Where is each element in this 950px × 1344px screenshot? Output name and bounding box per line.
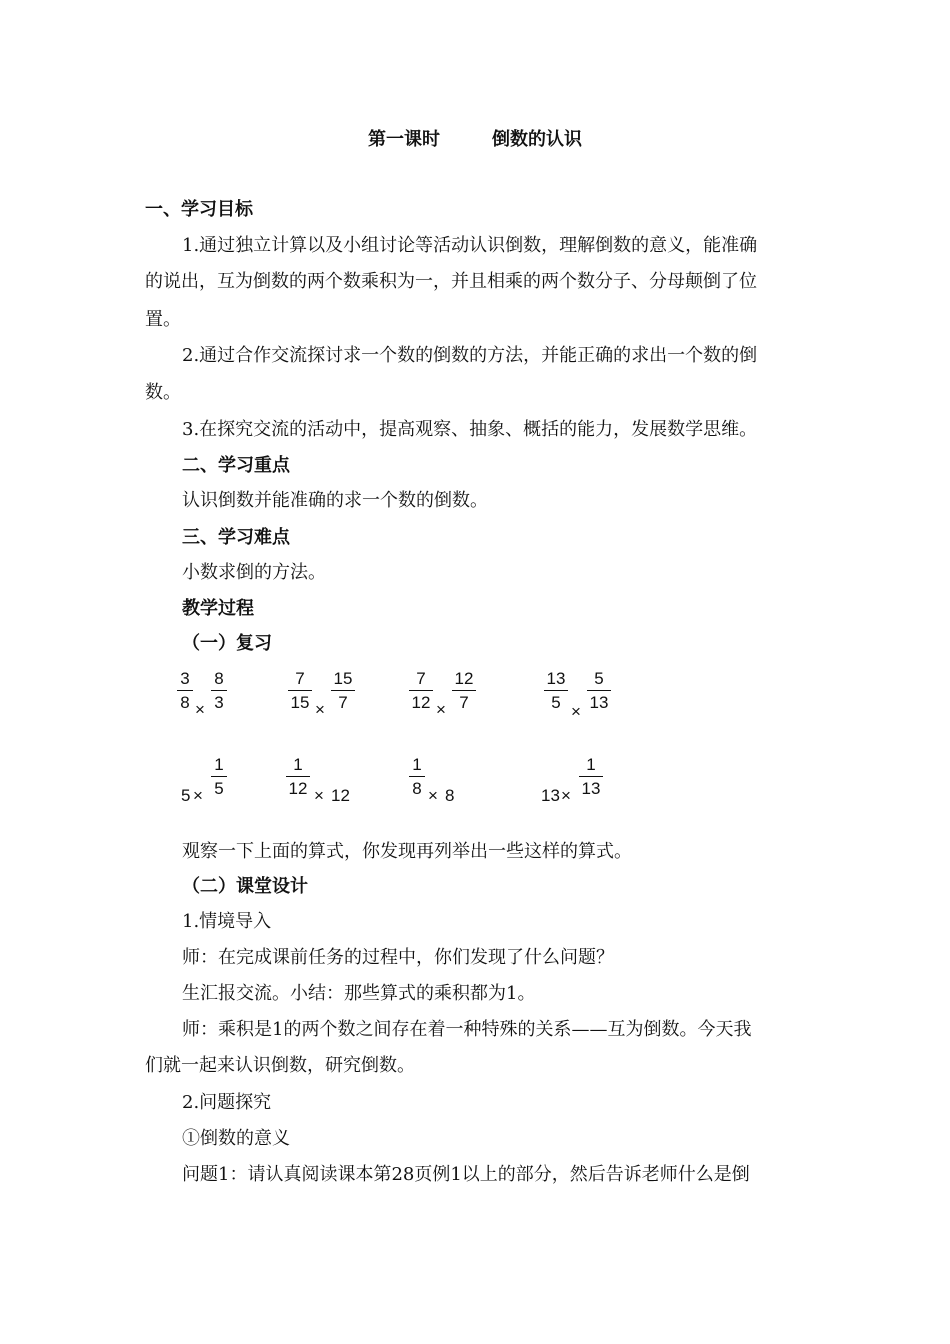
- numerator: 1: [579, 755, 603, 777]
- denominator: 8: [412, 779, 422, 798]
- numerator: 3: [177, 669, 193, 691]
- denominator: 3: [214, 693, 224, 712]
- denominator: 12: [288, 779, 308, 798]
- intro-heading: 1.情境导入: [182, 911, 272, 932]
- fraction: [587, 669, 611, 713]
- fraction: [211, 755, 227, 799]
- times-sign: ×: [193, 786, 203, 805]
- denominator: 5: [214, 779, 224, 798]
- design-heading: （二）课堂设计: [182, 876, 308, 897]
- difficulty-heading: 三、学习难点: [182, 527, 290, 548]
- fraction: [288, 669, 312, 713]
- denominator: 8: [180, 693, 190, 712]
- denominator: 13: [589, 693, 609, 712]
- denominator: 7: [459, 693, 469, 712]
- numerator: 1: [409, 755, 425, 777]
- teacher-line-2: 们就一起来认识倒数，研究倒数。: [145, 1055, 415, 1076]
- denominator: 5: [551, 693, 561, 712]
- numerator: 1: [211, 755, 227, 777]
- explore-heading: 2.问题探究: [182, 1092, 272, 1113]
- objective-1-line-3: 置。: [145, 309, 181, 330]
- numerator: 7: [288, 669, 312, 691]
- whole-number: 13: [541, 786, 560, 805]
- denominator: 7: [338, 693, 348, 712]
- title-topic: 倒数的认识: [492, 129, 582, 150]
- whole-number: 8: [445, 786, 455, 805]
- teacher-line-1: 师：乘积是1的两个数之间存在着一种特殊的关系——互为倒数。今天我: [182, 1019, 752, 1040]
- fraction: [544, 669, 568, 713]
- fraction: [177, 669, 193, 713]
- fraction: [579, 755, 603, 799]
- times-sign: ×: [571, 702, 581, 721]
- numerator: 8: [211, 669, 227, 691]
- fraction: [331, 669, 355, 713]
- fraction: [452, 669, 476, 713]
- review-heading: （一）复习: [182, 633, 272, 654]
- numerator: 15: [331, 669, 355, 691]
- fraction: [286, 755, 310, 799]
- key-heading: 二、学习重点: [182, 455, 290, 476]
- numerator: 1: [286, 755, 310, 777]
- numerator: 13: [544, 669, 568, 691]
- fraction: [409, 669, 433, 713]
- fraction: [409, 755, 425, 799]
- objective-2-line-2: 数。: [145, 382, 181, 403]
- objective-1-line-2: 的说出，互为倒数的两个数乘积为一，并且相乘的两个数分子、分母颠倒了位: [145, 271, 757, 292]
- times-sign: ×: [195, 700, 205, 719]
- times-sign: ×: [315, 700, 325, 719]
- times-sign: ×: [314, 786, 324, 805]
- teacher-question: 师：在完成课前任务的过程中，你们发现了什么问题？: [182, 947, 614, 968]
- denominator: 13: [581, 779, 601, 798]
- denominator: 15: [290, 693, 310, 712]
- numerator: 7: [409, 669, 433, 691]
- numerator: 12: [452, 669, 476, 691]
- objective-1-line-1: 1.通过独立计算以及小组讨论等活动认识倒数，理解倒数的意义，能准确: [182, 235, 758, 256]
- denominator: 12: [411, 693, 431, 712]
- times-sign: ×: [561, 786, 571, 805]
- times-sign: ×: [428, 786, 438, 805]
- observe-text: 观察一下上面的算式，你发现再列举出一些这样的算式。: [182, 841, 632, 862]
- objective-2-line-1: 2.通过合作交流探讨求一个数的倒数的方法，并能正确的求出一个数的倒: [182, 345, 758, 366]
- whole-number: 5: [181, 786, 191, 805]
- fraction: [211, 669, 227, 713]
- meaning-heading: ①倒数的意义: [182, 1128, 290, 1149]
- key-text: 认识倒数并能准确的求一个数的倒数。: [182, 490, 488, 511]
- page-title: [0, 128, 950, 152]
- objectives-heading: 一、学习目标: [145, 199, 253, 220]
- whole-number: 12: [331, 786, 350, 805]
- student-report: 生汇报交流。小结：那些算式的乘积都为1。: [182, 983, 536, 1004]
- times-sign: ×: [436, 700, 446, 719]
- numerator: 5: [587, 669, 611, 691]
- process-heading: 教学过程: [182, 598, 254, 619]
- question-1: 问题1：请认真阅读课本第28页例1以上的部分，然后告诉老师什么是倒: [182, 1164, 750, 1185]
- difficulty-text: 小数求倒的方法。: [182, 562, 326, 583]
- objective-3: 3.在探究交流的活动中，提高观察、抽象、概括的能力，发展数学思维。: [182, 419, 758, 440]
- title-lesson: 第一课时: [368, 129, 440, 150]
